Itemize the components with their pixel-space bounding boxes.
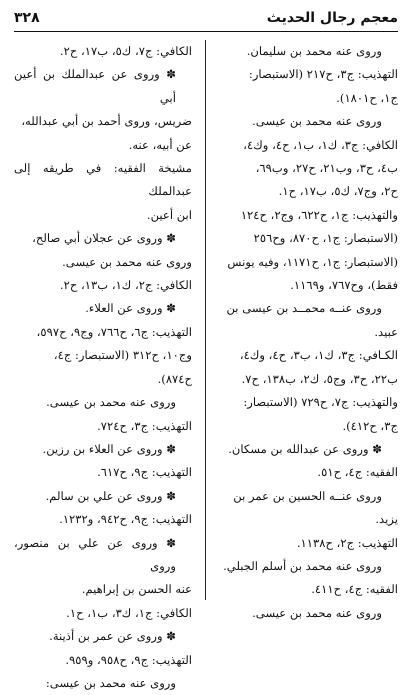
text-line: مشيخة الفقيه: في طريقه إلى عبدالملك xyxy=(14,161,192,199)
text-line: (الاستبصار: ج١، ح٨٧٠، وح٢٥٦ xyxy=(253,231,398,246)
text-line: الكافي: ج١، ك٣، ب١، ح١. xyxy=(66,605,192,620)
text-line: ج٣، ح٤١٢). xyxy=(342,418,398,433)
header-rule xyxy=(14,31,398,32)
text-line: ب٤، ح٣، وب٢١، ح٢٧، وب٦٩، xyxy=(255,161,398,176)
text-line: وج١٠، ح٣١٢ (الاستبصار: ج٤، xyxy=(53,348,192,363)
text-line: ب٢٢، ح٣، وج٥، ك٢، ب١٣٨، ح٧. xyxy=(241,371,398,386)
text-line: عن أبيه، عنه. xyxy=(128,137,192,152)
text-line: التهذيب: ج٦، ح٧٦٦، وج٩، ح٥٩٧، xyxy=(36,324,192,339)
text-line: وروى عنه محمد بن عيسى. xyxy=(62,254,192,269)
book-title: معجم رجال الحديث xyxy=(266,10,398,26)
text-line: وروى عنــه محمــد بن عيسى بن xyxy=(226,301,382,316)
text-line: وروى عنه محمد بن سليمان. xyxy=(246,44,382,58)
text-line: فقط)، وح٧٦٧، و١١٦٩. xyxy=(290,278,398,293)
text-line: الفقيه: ج٤، ح٤١١. xyxy=(311,582,398,597)
text-line: وروى عنه محمد بن أسلم الجبلي. xyxy=(223,558,382,573)
text-line: وروى عنه محمد بن عيسى: xyxy=(45,675,176,690)
text-line: ح٨٧٤). xyxy=(157,371,192,386)
text-line: والتهذيب: ج١، ح٦٢٢، وج٢، ح١٢٤ xyxy=(240,207,398,222)
text-line: التهذيب: ج٢، ح١١٣٨. xyxy=(296,535,398,550)
text-line: وروى عنه محمد بن عيسى. xyxy=(252,114,382,129)
text-line: التهذيب: ج٩، ح٩٥٨، و٩٥٩. xyxy=(65,652,192,667)
text-line: ✽ وروى عن علي بن سالم. xyxy=(45,488,176,503)
text-line: وروى عنه محمد بن عيسى. xyxy=(252,605,382,620)
text-line: ✽ وروى عن علي بن منصور، وروى xyxy=(14,535,176,573)
left-text-column xyxy=(14,40,192,690)
text-line: ✽ وروى عن عبدالله بن مسكان. xyxy=(228,441,382,456)
page-header xyxy=(14,6,398,30)
text-line: الكـافي: ج٣، ك١، ب٣، ح٤، وك٤، xyxy=(239,348,398,363)
text-line: ✽ وروى عن عجلان أبي صالح، xyxy=(32,231,176,246)
text-line: ابن أعين. xyxy=(146,207,192,222)
text-line: ✽ وروى عن العلاء بن رزين. xyxy=(42,441,176,456)
text-line: عنه الحسن بن إبراهيم. xyxy=(81,582,192,597)
text-line: يزيد. xyxy=(375,512,398,527)
text-line: التهذيب: ج٩، ح٩٤٢، و١٢٣٢. xyxy=(59,512,192,527)
text-line: التهذيب: ج٩، ح٦١٧. xyxy=(97,465,192,480)
text-line: التهذيب: ج٣، ح٧٢٤. xyxy=(97,418,192,433)
text-line: التهذيب: ج٣، ح٢١٧ (الاستبصار: xyxy=(248,67,398,82)
column-divider xyxy=(205,40,206,600)
text-line: ح٢، وج٧، ك٥، ب١٧، ح١. xyxy=(278,184,398,199)
right-text-column xyxy=(220,40,398,620)
text-line: (الاستبصار: ج١، ح١١٧١، وفيه يونس xyxy=(227,254,398,269)
text-line: وروى عنــه الحسين بن عمر بن xyxy=(233,488,382,503)
text-line: الفقيه: ج٤، ح٥١. xyxy=(317,465,398,480)
text-line: الكافي: ج٣، ك١، ب١، ح٤، وك٤، xyxy=(243,137,398,152)
text-line: والتهذيب: ج٧، ح٧٢٩ (الاستبصار: xyxy=(243,395,398,410)
text-line: وروى عنه محمد بن عيسى. xyxy=(46,395,176,410)
text-line: ✽ وروى عن العلاء. xyxy=(85,301,176,316)
text-line: عبيد. xyxy=(374,324,398,339)
text-line: الكافي: ج٢، ك١، ب١٣، ح٢. xyxy=(59,278,192,293)
text-line: ✽ وروى عن عبدالملك بن أعين أبي xyxy=(14,67,176,105)
text-line: ج١، ح١٨٠١). xyxy=(336,90,398,105)
page-number: ٣٢٨ xyxy=(14,10,40,26)
text-line: ضريس، وروى أحمد بن أبي عبدالله، xyxy=(21,114,192,129)
text-line: الكافي: ج٧، ك٥، ب١٧، ح٢. xyxy=(59,44,192,58)
text-line: ✽ وروى عن عمر بن أذينة. xyxy=(49,629,176,644)
